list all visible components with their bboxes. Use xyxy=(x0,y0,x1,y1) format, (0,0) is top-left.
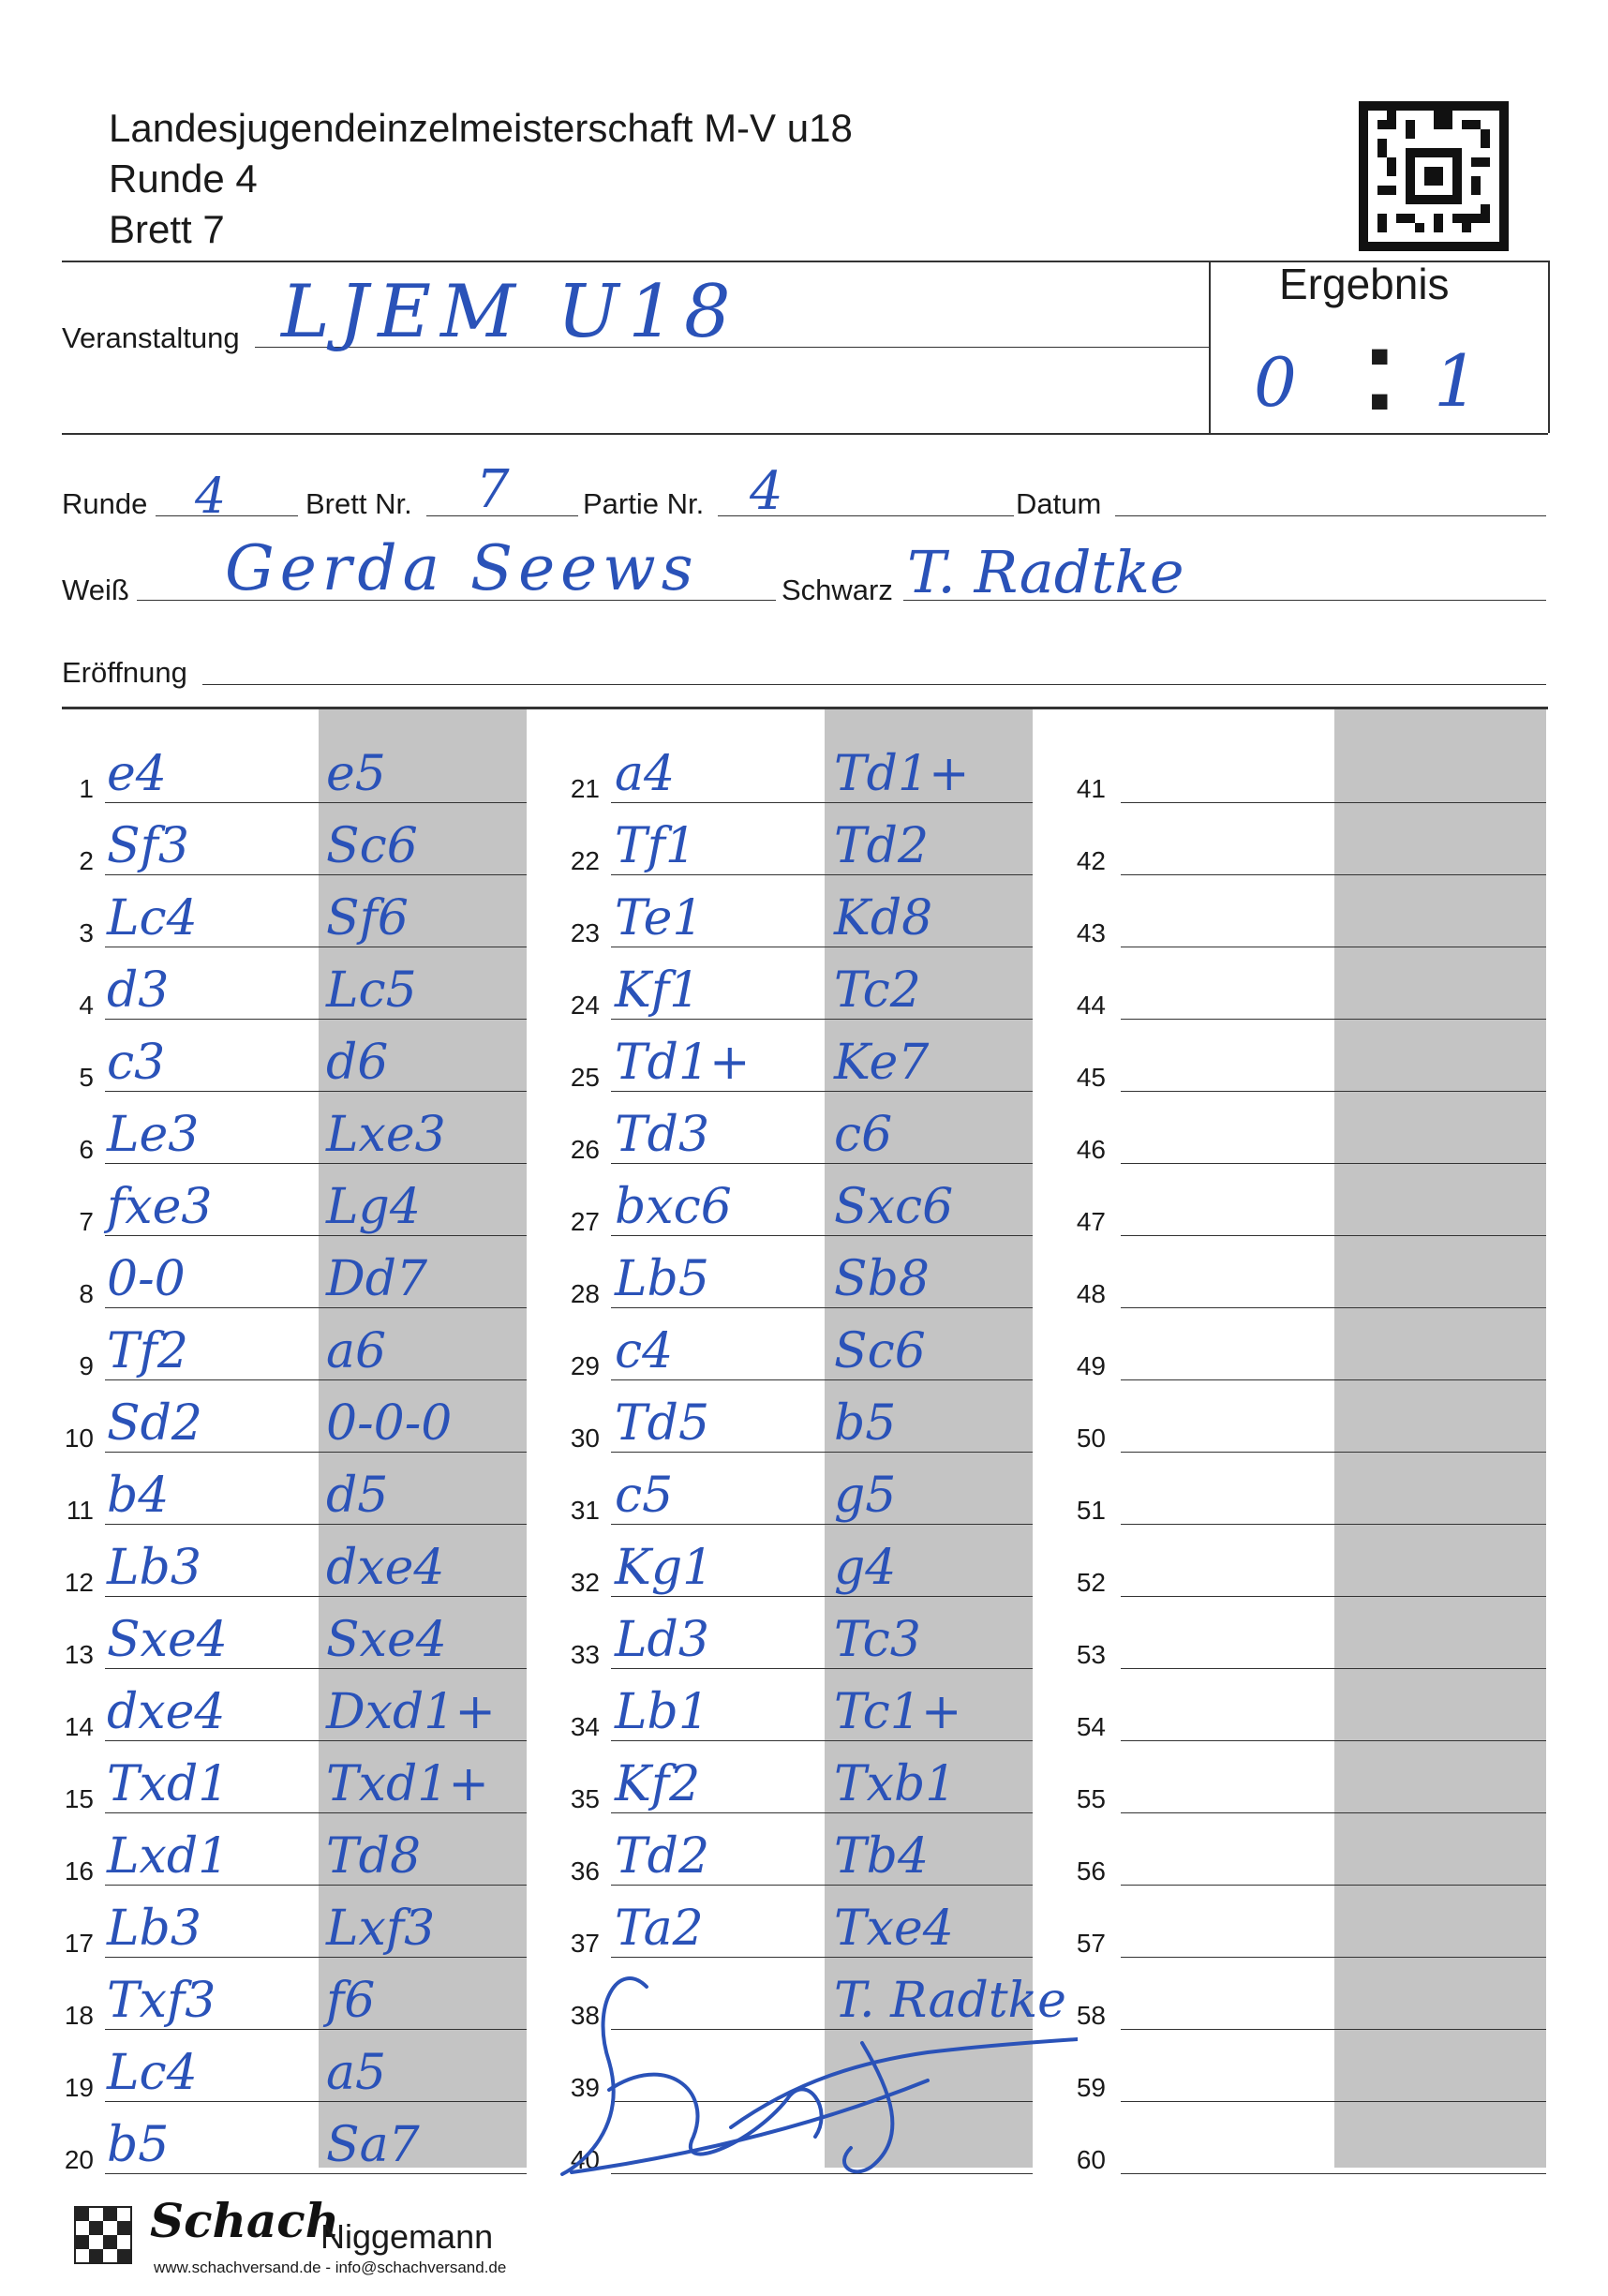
move-row-line xyxy=(105,2101,527,2102)
move-number: 5 xyxy=(79,1063,94,1092)
move-row-line xyxy=(105,1740,527,1741)
move-number: 13 xyxy=(64,1640,94,1669)
move-row-line xyxy=(105,874,527,875)
white-move[interactable]: c4 xyxy=(615,1323,674,1379)
move-number: 29 xyxy=(570,1351,600,1380)
move-row-line xyxy=(105,1812,527,1813)
move-row-line xyxy=(1121,2173,1546,2174)
move-row-line xyxy=(105,1885,527,1886)
black-move[interactable]: Sa7 xyxy=(326,2117,420,2173)
move-row-line xyxy=(1121,1885,1546,1886)
move-number: 23 xyxy=(570,918,600,947)
move-number: 27 xyxy=(570,1207,600,1236)
move-number: 1 xyxy=(79,774,94,803)
game-label: Partie Nr. xyxy=(583,487,705,520)
move-row-line xyxy=(105,1091,527,1092)
black-move[interactable]: Sc6 xyxy=(326,818,418,874)
white-move[interactable]: Lb3 xyxy=(107,1540,201,1596)
move-number: 48 xyxy=(1076,1279,1106,1308)
move-number: 34 xyxy=(570,1712,600,1741)
move-number: 50 xyxy=(1076,1424,1106,1453)
white-move[interactable]: bxc6 xyxy=(615,1179,732,1235)
move-number: 15 xyxy=(64,1784,94,1813)
date-underline xyxy=(1115,515,1546,516)
white-move[interactable]: d3 xyxy=(107,962,170,1019)
move-number: 6 xyxy=(79,1135,94,1164)
white-move[interactable]: Lb1 xyxy=(615,1684,709,1740)
move-row-line xyxy=(611,1163,1033,1164)
scoresheet-top-line xyxy=(62,707,1548,709)
black-move[interactable]: c6 xyxy=(834,1107,893,1163)
move-row-line xyxy=(611,1524,1033,1525)
black-move[interactable]: Kd8 xyxy=(834,890,933,947)
white-move[interactable]: Ld3 xyxy=(615,1612,709,1668)
move-number: 28 xyxy=(570,1279,600,1308)
move-number: 49 xyxy=(1076,1351,1106,1380)
black-column-shade-3 xyxy=(1334,709,1546,2168)
white-move[interactable]: b4 xyxy=(107,1468,170,1524)
black-move[interactable]: Sc6 xyxy=(834,1323,926,1379)
white-move[interactable]: Td2 xyxy=(615,1828,710,1885)
move-number: 30 xyxy=(570,1424,600,1453)
black-move[interactable]: Dd7 xyxy=(326,1251,428,1307)
move-number: 44 xyxy=(1076,991,1106,1020)
move-row-line xyxy=(1121,1235,1546,1236)
move-number: 8 xyxy=(79,1279,94,1308)
move-number: 12 xyxy=(64,1568,94,1597)
black-move[interactable]: Td2 xyxy=(834,818,930,874)
result-separator: ■ ■ xyxy=(1370,338,1390,419)
move-number: 53 xyxy=(1076,1640,1106,1669)
move-row-line xyxy=(611,1812,1033,1813)
move-row-line xyxy=(105,1163,527,1164)
black-move[interactable]: Tc3 xyxy=(834,1612,921,1668)
white-move[interactable]: Lc4 xyxy=(107,890,198,947)
white-move[interactable]: Kg1 xyxy=(615,1540,714,1596)
move-number: 24 xyxy=(570,991,600,1020)
move-row-line xyxy=(105,1668,527,1669)
move-number: 25 xyxy=(570,1063,600,1092)
move-row-line xyxy=(105,2173,527,2174)
move-number: 37 xyxy=(570,1929,600,1958)
move-row-line xyxy=(611,1596,1033,1597)
move-number: 54 xyxy=(1076,1712,1106,1741)
move-row-line xyxy=(1121,1452,1546,1453)
move-number: 32 xyxy=(570,1568,600,1597)
brand-name: Niggemann xyxy=(320,2217,494,2256)
move-number: 19 xyxy=(64,2073,94,2102)
black-move[interactable]: Sxc6 xyxy=(834,1179,954,1235)
move-row-line xyxy=(611,1379,1033,1380)
white-label: Weiß xyxy=(62,574,129,606)
white-move[interactable]: Kf2 xyxy=(615,1756,701,1812)
board-label: Brett Nr. xyxy=(305,487,412,520)
move-number: 45 xyxy=(1076,1063,1106,1092)
move-number: 42 xyxy=(1076,846,1106,875)
move-row-line xyxy=(1121,2029,1546,2030)
black-move[interactable]: Ke7 xyxy=(834,1035,930,1091)
move-number: 52 xyxy=(1076,1568,1106,1597)
event-label: Veranstaltung xyxy=(62,321,240,354)
move-number: 22 xyxy=(570,846,600,875)
move-number: 4 xyxy=(79,991,94,1020)
black-move[interactable]: 0-0-0 xyxy=(326,1395,453,1452)
date-label: Datum xyxy=(1016,487,1102,520)
header-round: Runde 4 xyxy=(109,157,258,201)
black-move[interactable]: Sb8 xyxy=(834,1251,930,1307)
move-number: 55 xyxy=(1076,1784,1106,1813)
move-row-line xyxy=(105,1524,527,1525)
black-move[interactable]: T. Radtke xyxy=(834,1973,1066,2029)
frame-bottom-line xyxy=(62,433,1548,435)
white-move[interactable]: Lxd1 xyxy=(107,1828,230,1885)
black-move[interactable]: dxe4 xyxy=(326,1540,445,1596)
move-row-line xyxy=(611,1235,1033,1236)
move-number: 51 xyxy=(1076,1496,1106,1525)
signature-scribble xyxy=(553,1949,1078,2184)
black-move[interactable]: Lxe3 xyxy=(326,1107,446,1163)
black-move[interactable]: Sxe4 xyxy=(326,1612,447,1668)
result-white[interactable]: 0 xyxy=(1254,343,1297,422)
move-row-line xyxy=(611,1740,1033,1741)
black-move[interactable]: f6 xyxy=(326,1973,376,2029)
white-move[interactable]: Kf1 xyxy=(615,962,701,1019)
black-move[interactable]: Tb4 xyxy=(834,1828,930,1885)
move-number: 43 xyxy=(1076,918,1106,947)
white-move[interactable]: Te1 xyxy=(615,890,704,947)
move-row-line xyxy=(1121,1957,1546,1958)
move-row-line xyxy=(1121,1668,1546,1669)
white-move[interactable]: 0-0 xyxy=(107,1251,186,1307)
white-move[interactable]: fxe3 xyxy=(107,1179,213,1235)
game-value[interactable]: 4 xyxy=(750,461,783,522)
black-move[interactable]: Txd1+ xyxy=(326,1756,489,1812)
black-move[interactable]: g4 xyxy=(834,1540,897,1596)
black-move[interactable]: Tc1+ xyxy=(834,1684,962,1740)
move-row-line xyxy=(1121,2101,1546,2102)
event-value[interactable]: LJEM U18 xyxy=(281,270,740,354)
black-move[interactable]: Lxf3 xyxy=(326,1901,436,1957)
white-move[interactable]: Lc4 xyxy=(107,2045,198,2101)
white-move[interactable]: Le3 xyxy=(107,1107,200,1163)
move-number: 9 xyxy=(79,1351,94,1380)
move-number: 2 xyxy=(79,846,94,875)
move-number: 20 xyxy=(64,2145,94,2174)
move-row-line xyxy=(105,1235,527,1236)
move-row-line xyxy=(1121,1379,1546,1380)
move-number: 40 xyxy=(570,2145,600,2174)
move-number: 56 xyxy=(1076,1856,1106,1886)
header-board: Brett 7 xyxy=(109,207,225,251)
move-number: 35 xyxy=(570,1784,600,1813)
black-move[interactable]: Lc5 xyxy=(326,962,417,1019)
white-move[interactable]: Td5 xyxy=(615,1395,710,1452)
white-move[interactable]: a4 xyxy=(615,746,676,802)
move-number: 41 xyxy=(1076,774,1106,803)
move-number: 26 xyxy=(570,1135,600,1164)
black-move[interactable]: Tc2 xyxy=(834,962,921,1019)
white-move[interactable]: Lb3 xyxy=(107,1901,201,1957)
move-row-line xyxy=(105,802,527,803)
white-move[interactable]: c3 xyxy=(107,1035,166,1091)
black-move[interactable]: Txe4 xyxy=(834,1901,954,1957)
white-move[interactable]: b5 xyxy=(107,2117,170,2173)
qr-code-icon xyxy=(1359,98,1509,254)
move-number: 16 xyxy=(64,1856,94,1886)
black-move[interactable]: g5 xyxy=(834,1468,897,1524)
opening-label: Eröffnung xyxy=(62,656,187,689)
move-number: 36 xyxy=(570,1856,600,1886)
white-move[interactable]: Tf2 xyxy=(107,1323,189,1379)
move-row-line xyxy=(105,1957,527,1958)
white-move[interactable]: Sf3 xyxy=(107,818,189,874)
round-value[interactable]: 4 xyxy=(195,469,227,525)
black-move[interactable]: Td1+ xyxy=(834,746,970,802)
white-move[interactable]: dxe4 xyxy=(107,1684,226,1740)
move-number: 11 xyxy=(66,1496,94,1525)
opening-underline xyxy=(202,684,1546,685)
white-move[interactable]: Lb5 xyxy=(615,1251,709,1307)
move-number: 17 xyxy=(64,1929,94,1958)
brand-contact: www.schachversand.de - info@schachversand.de xyxy=(154,2259,507,2276)
move-row-line xyxy=(1121,1091,1546,1092)
move-row-line xyxy=(1121,1740,1546,1741)
black-move[interactable]: Td8 xyxy=(326,1828,422,1885)
move-row-line xyxy=(1121,1019,1546,1020)
white-move[interactable]: e4 xyxy=(107,746,167,802)
result-label: Ergebnis xyxy=(1279,260,1450,308)
move-number: 14 xyxy=(64,1712,94,1741)
move-number: 10 xyxy=(64,1424,94,1453)
move-row-line xyxy=(105,1379,527,1380)
move-row-line xyxy=(611,1307,1033,1308)
move-row-line xyxy=(1121,802,1546,803)
black-move[interactable]: d6 xyxy=(326,1035,389,1091)
header-title: Landesjugendeinzelmeisterschaft M-V u18 xyxy=(109,106,853,150)
white-move[interactable]: Tf1 xyxy=(615,818,697,874)
black-move[interactable]: b5 xyxy=(834,1395,897,1452)
board-value[interactable]: 7 xyxy=(476,459,510,520)
black-move[interactable]: Sf6 xyxy=(326,890,409,947)
white-move[interactable]: Sxe4 xyxy=(107,1612,228,1668)
black-move[interactable]: Dxd1+ xyxy=(326,1684,496,1740)
white-move[interactable]: Ta2 xyxy=(615,1901,704,1957)
move-number: 59 xyxy=(1076,2073,1106,2102)
black-move[interactable]: a5 xyxy=(326,2045,387,2101)
move-row-line xyxy=(105,2029,527,2030)
white-player-value[interactable]: Gerda Seews xyxy=(225,532,699,604)
move-row-line xyxy=(611,1885,1033,1886)
move-row-line xyxy=(1121,1812,1546,1813)
sheet-header xyxy=(109,103,853,255)
white-move[interactable]: Txf3 xyxy=(107,1973,216,2029)
move-row-line xyxy=(1121,1163,1546,1164)
move-row-line xyxy=(1121,1524,1546,1525)
white-move[interactable]: Sd2 xyxy=(107,1395,202,1452)
round-underline xyxy=(156,515,298,516)
brand-script: Schach xyxy=(150,2193,340,2248)
move-row-line xyxy=(1121,874,1546,875)
white-move[interactable]: Txd1 xyxy=(107,1756,230,1812)
move-row-line xyxy=(611,1091,1033,1092)
move-number: 38 xyxy=(570,2001,600,2030)
move-number: 57 xyxy=(1076,1929,1106,1958)
move-number: 46 xyxy=(1076,1135,1106,1164)
white-move[interactable]: Td1+ xyxy=(615,1035,751,1091)
black-player-value[interactable]: T. Radtke xyxy=(907,538,1184,606)
move-number: 60 xyxy=(1076,2145,1106,2174)
move-row-line xyxy=(1121,1596,1546,1597)
move-row-line xyxy=(105,1307,527,1308)
move-number: 33 xyxy=(570,1640,600,1669)
round-label: Runde xyxy=(62,487,148,520)
move-row-line xyxy=(611,1019,1033,1020)
white-move[interactable]: Td3 xyxy=(615,1107,710,1163)
move-number: 3 xyxy=(79,918,94,947)
black-move[interactable]: a6 xyxy=(326,1323,387,1379)
white-move[interactable]: c5 xyxy=(615,1468,674,1524)
move-number: 21 xyxy=(570,774,600,803)
move-row-line xyxy=(611,802,1033,803)
result-black[interactable]: 1 xyxy=(1434,339,1480,423)
chess-pieces-logo-icon xyxy=(66,2198,141,2273)
move-row-line xyxy=(105,1019,527,1020)
move-number: 31 xyxy=(570,1496,600,1525)
move-row-line xyxy=(105,1452,527,1453)
move-row-line xyxy=(105,1596,527,1597)
black-move[interactable]: e5 xyxy=(326,746,386,802)
move-row-line xyxy=(611,1668,1033,1669)
black-move[interactable]: Txb1 xyxy=(834,1756,957,1812)
move-number: 18 xyxy=(64,2001,94,2030)
black-move[interactable]: Lg4 xyxy=(326,1179,421,1235)
move-row-line xyxy=(1121,1307,1546,1308)
move-number: 58 xyxy=(1076,2001,1106,2030)
move-number: 7 xyxy=(79,1207,94,1236)
black-label: Schwarz xyxy=(782,574,893,606)
black-move[interactable]: d5 xyxy=(326,1468,389,1524)
move-row-line xyxy=(611,874,1033,875)
move-number: 47 xyxy=(1076,1207,1106,1236)
move-row-line xyxy=(611,1452,1033,1453)
move-number: 39 xyxy=(570,2073,600,2102)
